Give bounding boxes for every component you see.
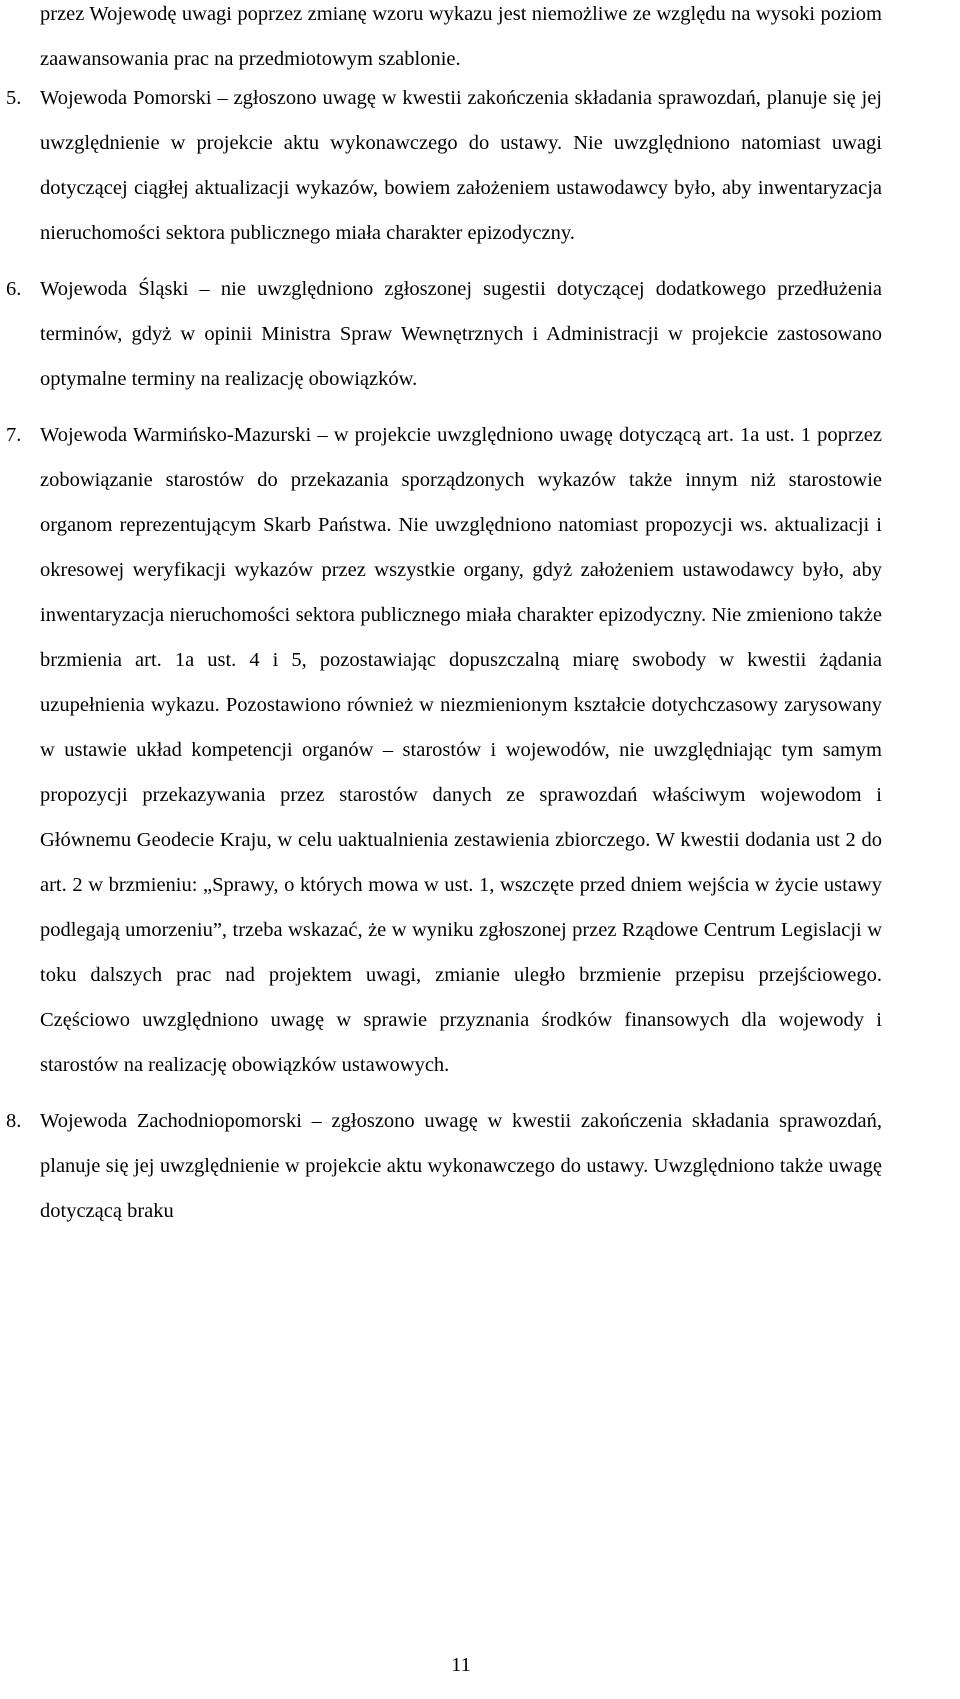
list-item-text: Wojewoda Zachodniopomorski – zgłoszono uwagę w kwestii zakończenia składania sprawozdań, planuje się jej uwzględnienie w projekcie aktu wykonawczego do ustawy. Uwzględniono także uwagę dotyczącą braku	[40, 1110, 882, 1222]
list-item	[0, 76, 960, 256]
list-item-number: 6.	[6, 278, 22, 300]
list-item-text: Wojewoda Śląski – nie uwzględniono zgłoszonej sugestii dotyczącej dodatkowego przedłużenia terminów, gdyż w opinii Ministra Spraw Wewnętrznych i Administracji w projekcie zastosowano optymalne terminy na realizację obowiązków.	[40, 278, 882, 390]
continuation-paragraph: przez Wojewodę uwagi poprzez zmianę wzoru wykazu jest niemożliwe ze względu na wysoki poziom zaawansowania prac na przedmiotowym szablonie.	[40, 3, 882, 70]
list-item	[0, 1099, 960, 1234]
voivode-comments-list	[0, 76, 960, 1245]
list-item-number: 7.	[6, 424, 22, 446]
list-item-number: 5.	[6, 87, 22, 109]
page-number: 11	[451, 1654, 471, 1676]
list-item	[0, 413, 960, 1088]
list-item-number: 8.	[6, 1110, 22, 1132]
list-item-text: Wojewoda Warmińsko-Mazurski – w projekcie uwzględniono uwagę dotyczącą art. 1a ust. 1 poprzez zobowiązanie starostów do przekazania sporządzonych wykazów także innym niż starostowie organom reprezentującym Skarb Państwa. Nie uwzględniono natomiast propozycji ws. aktualizacji i okresowej weryfikacji wykazów przez wszystkie organy, gdyż założeniem ustawodawcy było, aby inwentaryzacja nieruchomości sektora publicznego miała charakter epizodyczny. Nie zmieniono także brzmienia art. 1a ust. 4 i 5, pozostawiając dopuszczalną miarę swobody w kwestii żądania uzupełnienia wykazu. Pozostawiono również w niezmienionym kształcie dotychczasowy zarysowany w ustawie układ kompetencji organów – starostów i wojewodów, nie uwzględniając tym samym propozycji przekazywania przez starostów danych ze sprawozdań właściwym wojewodom i Głównemu Geodecie Kraju, w celu uaktualnienia zestawienia zbiorczego. W kwestii dodania ust 2 do art. 2 w brzmieniu: „Sprawy, o których mowa w ust. 1, wszczęte przed dniem wejścia w życie ustawy podlegają umorzeniu”, trzeba wskazać, że w wyniku zgłoszonej przez Rządowe Centrum Legislacji w toku dalszych prac nad projektem uwagi, zmianie uległo brzmienie przepisu przejściowego. Częściowo uwzględniono uwagę w sprawie przyznania środków finansowych dla wojewody i starostów na realizację obowiązków ustawowych.	[40, 424, 882, 1076]
list-item-text: Wojewoda Pomorski – zgłoszono uwagę w kwestii zakończenia składania sprawozdań, planuje się jej uwzględnienie w projekcie aktu wykonawczego do ustawy. Nie uwzględniono natomiast uwagi dotyczącej ciągłej aktualizacji wykazów, bowiem założeniem ustawodawcy było, aby inwentaryzacja nieruchomości sektora publicznego miała charakter epizodyczny.	[40, 87, 882, 244]
list-item	[0, 267, 960, 402]
